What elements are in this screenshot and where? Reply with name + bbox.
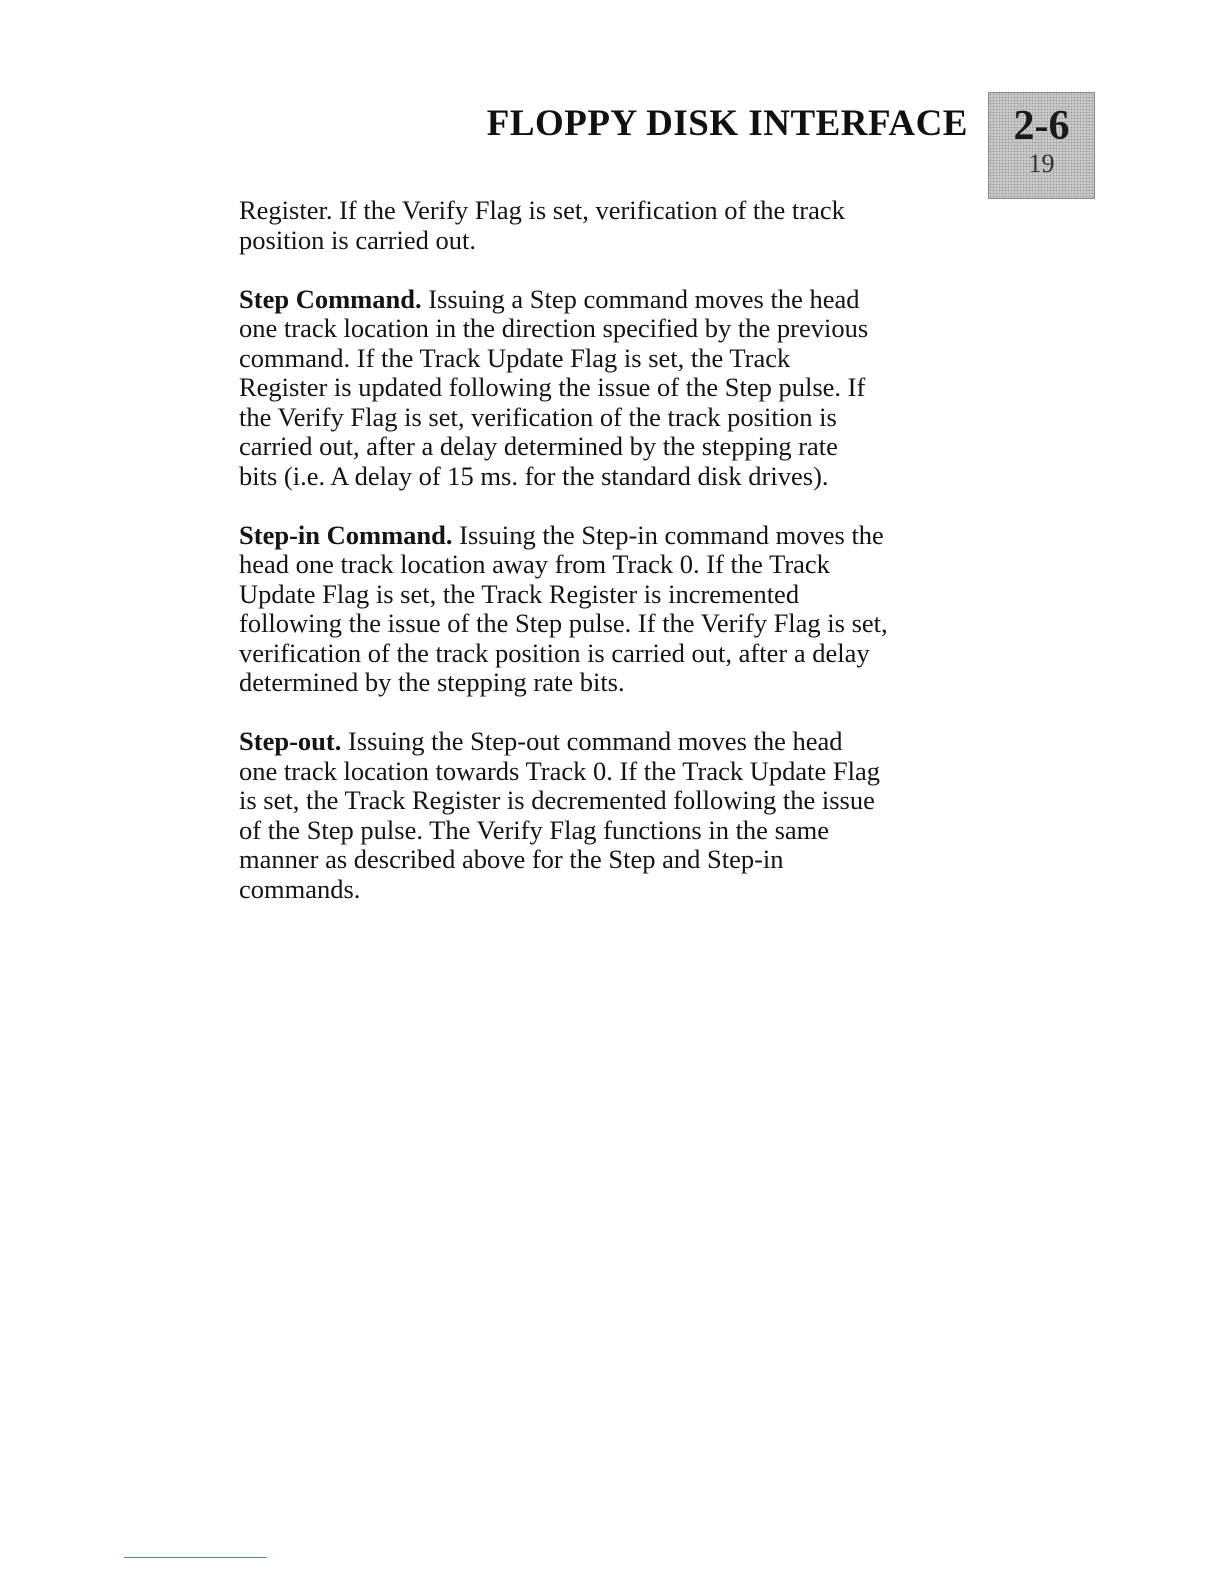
text-line: the Verify Flag is set, verification of the track position is — [239, 401, 837, 432]
paragraph-step-out — [239, 727, 999, 904]
text-line: command. If the Track Update Flag is set, the Track — [239, 342, 791, 373]
section-number: 2-6 — [1013, 103, 1070, 149]
text-run: Issuing a Step command moves the head — [421, 283, 860, 314]
text-line: bits (i.e. A delay of 15 ms. for the standard disk drives). — [239, 460, 829, 491]
text-line: manner as described above for the Step and Step-in — [239, 844, 784, 874]
term-step-command: Step Command. — [239, 283, 422, 314]
text-line: following the issue of the Step pulse. If the Verify Flag is set, — [239, 608, 888, 638]
text-line: commands. — [239, 873, 361, 904]
paragraph-register-continuation — [239, 196, 999, 255]
page-number: 19 — [1028, 149, 1055, 178]
footer-rule — [124, 1557, 267, 1558]
text-line: position is carried out. — [239, 224, 476, 255]
text-run: Issuing the Step-in command moves the — [452, 519, 884, 550]
page-title: FLOPPY DISK INTERFACE — [486, 103, 968, 144]
text-line — [239, 727, 999, 757]
body-text — [239, 196, 999, 934]
text-line: Update Flag is set, the Track Register is incremented — [239, 578, 800, 609]
paragraph-step-command — [239, 285, 999, 492]
text-line: Register is updated following the issue of the Step pulse. If — [239, 372, 866, 402]
section-tab — [988, 92, 1095, 199]
text-line: of the Step pulse. The Verify Flag functions in the same — [239, 814, 830, 845]
text-line: head one track location away from Track 0. If the Track — [239, 549, 830, 579]
text-line: determined by the stepping rate bits. — [239, 667, 625, 697]
text-line — [239, 521, 999, 551]
text-line: verification of the track position is carried out, after a delay — [239, 637, 870, 668]
text-line: Register. If the Verify Flag is set, verification of the track — [239, 195, 845, 225]
term-step-in-command: Step-in Command. — [239, 519, 453, 550]
text-line: carried out, after a delay determined by the stepping rate — [239, 431, 838, 461]
text-line: one track location in the direction specified by the previous — [239, 313, 869, 343]
text-run: Issuing the Step-out command moves the head — [341, 726, 843, 756]
text-line — [239, 285, 999, 315]
paragraph-step-in-command — [239, 521, 999, 698]
text-line: one track location towards Track 0. If the Track Update Flag — [239, 755, 881, 786]
text-line: is set, the Track Register is decremented following the issue — [239, 785, 875, 815]
term-step-out: Step-out. — [239, 726, 342, 756]
